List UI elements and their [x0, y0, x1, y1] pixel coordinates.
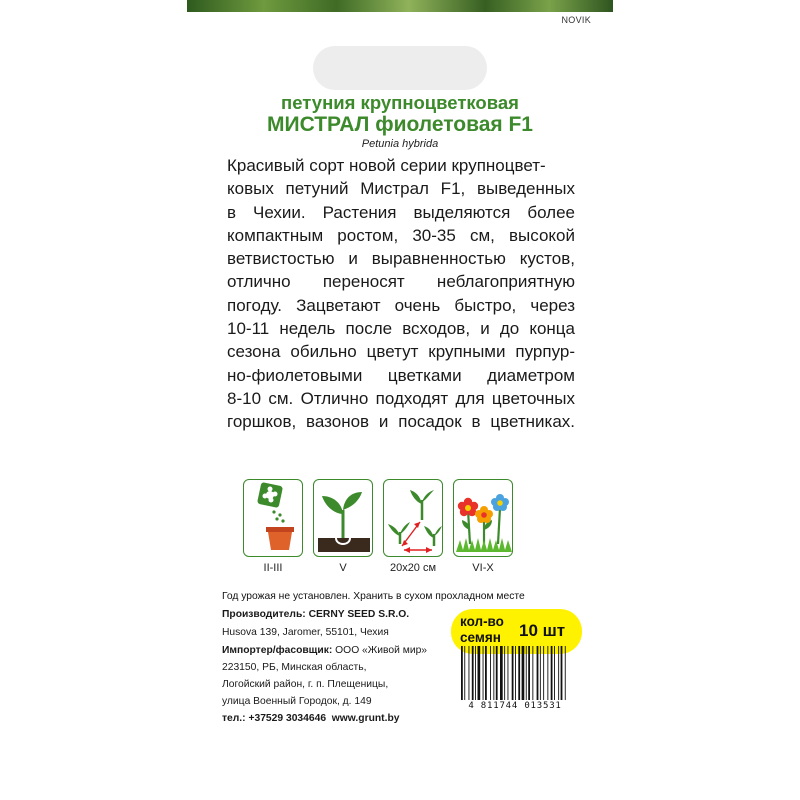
contacts-line: тел.: +37529 3034646 www.grunt.by [222, 713, 400, 724]
barcode-bar [485, 646, 487, 700]
barcode-bar [512, 646, 514, 700]
description-line: 8-10 см. Отлично подходят для цветочных [227, 388, 575, 408]
storage-note: Год урожая не установлен. Хранить в сухом прохладном месте [222, 591, 525, 602]
sowing-period-label: II-III [263, 562, 283, 574]
barcode-bar [565, 646, 566, 700]
description-line: в Чехии. Растения выделяются более [227, 202, 575, 222]
seed-packet-back [187, 0, 613, 800]
barcode-bar [515, 646, 516, 700]
importer-address-line: Логойский район, г. п. Плещеницы, [222, 679, 389, 690]
importer-line [222, 645, 427, 656]
product-title-line2: МИСТРАЛ фиолетовая F1 [266, 113, 533, 136]
barcode-bar [472, 646, 474, 700]
flowering-period-label: VI-X [472, 562, 494, 574]
barcode-bar [537, 646, 539, 700]
importer-label: Импортер/фасовщик: [222, 645, 333, 656]
hang-hole [313, 46, 487, 90]
seedling-icon [313, 479, 373, 557]
barcode-bar [490, 646, 491, 700]
description-line: 10-11 недель после всходов, и до конца [227, 319, 575, 339]
barcode-bar [554, 646, 555, 700]
barcode-bar [504, 646, 505, 700]
description-line: горшков, вазонов и посадок в цветниках. [227, 412, 575, 432]
description-line: отлично переносят неблагоприятную [227, 272, 575, 292]
barcode-number: 4 811744 013531 [468, 701, 562, 711]
importer-name: ООО «Живой мир» [335, 645, 428, 656]
barcode-bar [464, 646, 465, 700]
barcode-bar [532, 646, 533, 700]
product-title-line1: петуния крупноцветковая [281, 92, 519, 113]
barcode-bar [540, 646, 541, 700]
barcode-bar [547, 646, 548, 700]
barcode-bar [543, 646, 544, 700]
seed-count-label-line2: семян [460, 630, 501, 645]
barcode-bar [475, 646, 476, 700]
barcode-bars [453, 646, 577, 702]
seedling-period-label: V [339, 562, 347, 574]
description-line: сезона обильно цветут крупными пурпур- [227, 342, 575, 362]
barcode-bar [461, 646, 463, 700]
seed-count-label-line1: кол-во [460, 614, 504, 629]
barcode-bar [526, 646, 527, 700]
description [227, 154, 575, 434]
spacing-label: 20x20 см [389, 562, 437, 574]
description-line: но-фиолетовыми цветками диаметром [227, 365, 575, 385]
description-line: компактным ростом, 30-35 см, высокой [227, 225, 575, 245]
manufacturer-label: Производитель: [222, 609, 306, 620]
barcode-bar [551, 646, 553, 700]
flowers-icon [453, 479, 513, 557]
barcode-bar [500, 646, 503, 700]
manufacturer-line [222, 609, 409, 620]
brand-label: NOVIK [561, 15, 591, 25]
barcode-bar [493, 646, 494, 700]
latin-name: Petunia hybrida [361, 138, 439, 150]
barcode-bar [518, 646, 520, 700]
importer-address-line: 223150, РБ, Минская область, [222, 662, 367, 673]
top-photo-strip [187, 0, 613, 12]
description-line: Красивый сорт новой серии крупноцвет- [227, 156, 546, 175]
barcode [453, 646, 577, 714]
manufacturer-name: CERNY SEED S.R.O. [308, 609, 410, 620]
barcode-bar [528, 646, 530, 700]
spacing-icon [383, 479, 443, 557]
manufacturer-address: Husova 139, Jaromer, 55101, Чехия [222, 627, 389, 638]
barcode-bar [522, 646, 525, 700]
description-line: погоду. Зацветают очень быстро, через [227, 295, 575, 315]
description-line: ветвистостью и выравненностью кустов, [227, 249, 575, 269]
barcode-bar [496, 646, 498, 700]
importer-address-line: улица Военный Городок, д. 149 [222, 696, 372, 707]
seed-count-label [460, 614, 520, 646]
barcode-bar [508, 646, 509, 700]
description-line: ковых петуний Мистрал F1, выведенных [227, 179, 575, 199]
sowing-pot-icon [243, 479, 303, 557]
barcode-bar [558, 646, 559, 700]
seed-count-value: 10 шт [519, 621, 566, 640]
barcode-bar [469, 646, 470, 700]
barcode-bar [478, 646, 481, 700]
barcode-bar [483, 646, 484, 700]
barcode-bar [561, 646, 563, 700]
